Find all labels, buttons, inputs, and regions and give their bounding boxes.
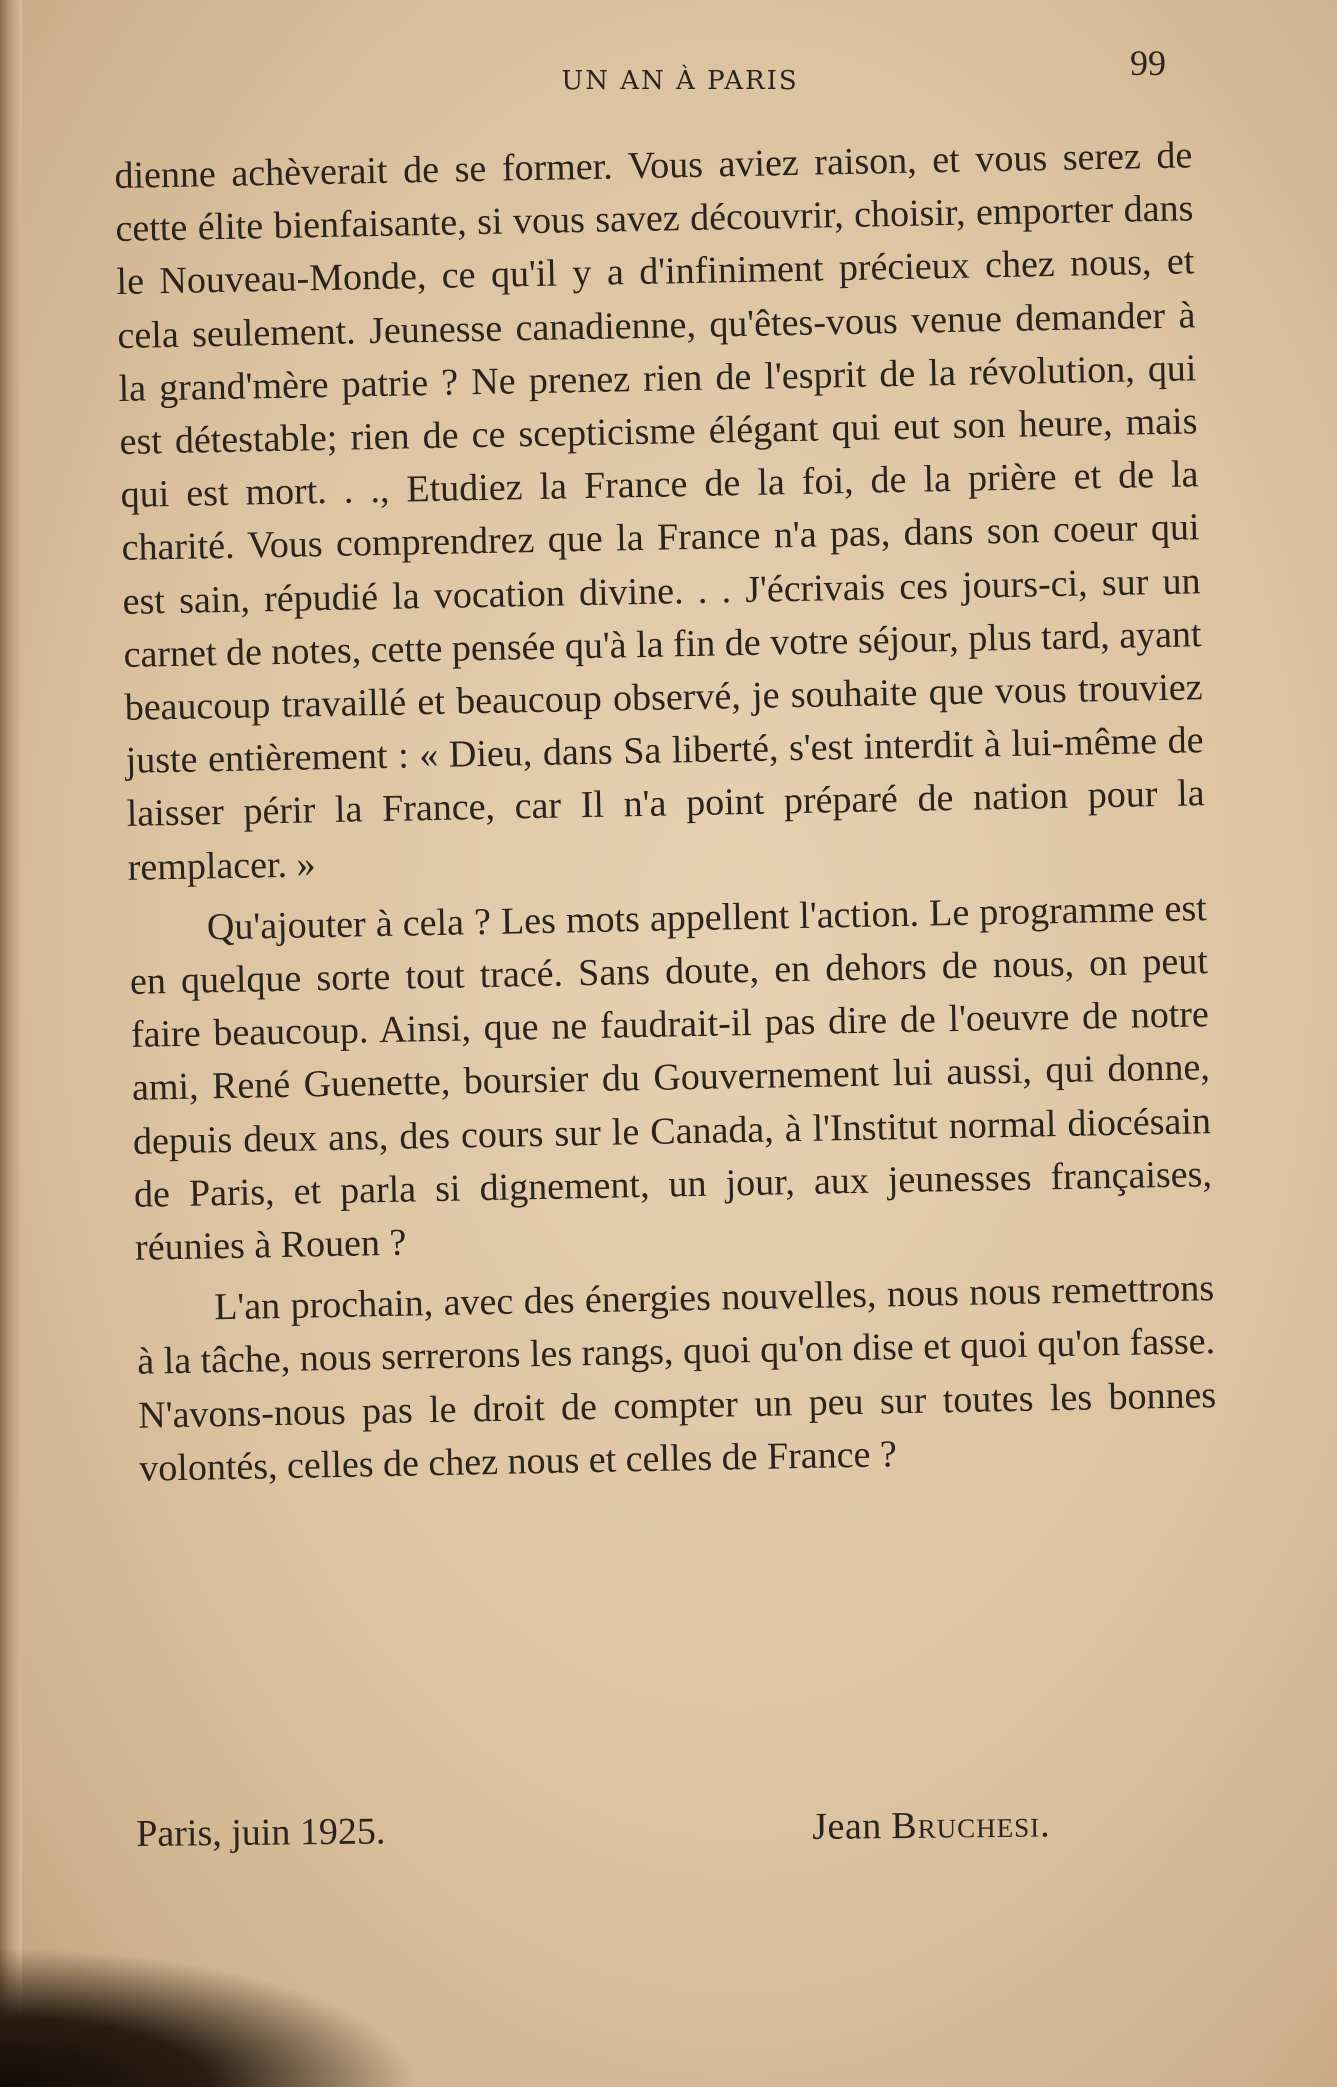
paragraph: dienne achèverait de se former. Vous aviez raison, et vous serez de cette élite bienfaisante, si vous savez découvrir, choisir, emporter dans le Nouveau-Monde, ce qu'il y a d'infiniment précieux chez nous, et cela seulement. Jeunesse canadienne, qu'êtes-vous venue demander à la grand'mère patrie ? Ne prenez rien de l'esprit de la révolution, qui est détestable; rien de ce scepticisme élégant qui eut son heure, mais qui est mort. . ., Etudiez la France de la foi, de la prière et de la charité. Vous comprendrez que la France n'a pas, dans son coeur qui est sain, répudié la vocation divine. . . J'écrivais ces jours-ci, sur un carnet de notes, cette pensée qu'à la fin de votre séjour, plus tard, ayant beaucoup travaillé et beaucoup observé, je souhaite que vous trouviez juste entièrement : « Dieu, dans Sa liberté, s'est interdit à lui-même de laisser périr la France, car Il n'a point préparé de nation pour la remplacer. » (114, 134, 1205, 889)
body-text (114, 129, 1218, 1496)
author-first-name: Jean (811, 1805, 882, 1848)
page-corner-shadow (0, 1947, 420, 2087)
running-title: UN AN À PARIS (561, 66, 799, 96)
paragraph: Qu'ajouter à cela ? Les mots appellent l'action. Le programme est en quelque sorte tout tracé. Sans doute, en dehors de nous, on peut faire beaucoup. Ainsi, que ne faudrait-il pas dire de l'oeuvre de notre ami, René Guenette, boursier du Gouvernement lui aussi, qui donne, depuis deux ans, des cours sur le Canada, à l'Institut normal diocésain de Paris, et parla si dignement, un jour, aux jeunesses françaises, réunies à Rouen ? (129, 887, 1213, 1269)
page-number: 99 (1130, 43, 1166, 83)
page-gutter-edge (0, 0, 22, 2087)
place-date: Paris, juin 1925. (136, 1810, 386, 1855)
author-last-name: Bruchesi. (891, 1803, 1051, 1848)
author-signature (812, 1802, 1051, 1848)
signature-block (136, 1802, 1116, 1855)
paragraph: L'an prochain, avec des énergies nouvelles, nous nous remettrons à la tâche, nous serrerons les rangs, quoi qu'on dise et quoi qu'on fasse. N'avons-nous pas le droit de compter un peu sur toutes les bonnes volontés, celles de chez nous et celles de France ? (136, 1267, 1217, 1490)
